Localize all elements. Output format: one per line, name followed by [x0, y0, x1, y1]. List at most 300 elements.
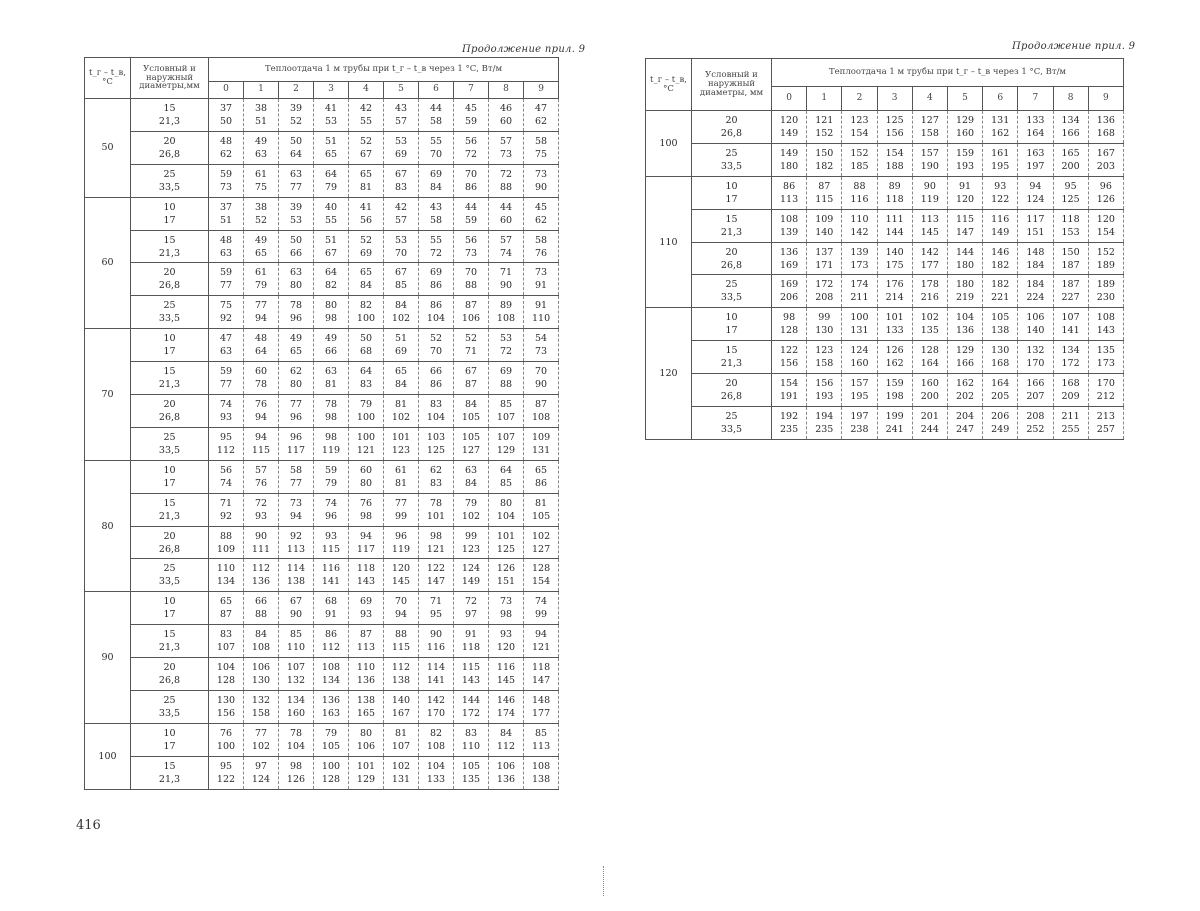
heat-transfer-value-cell	[983, 209, 1018, 242]
heat-transfer-value: 95	[1064, 180, 1077, 192]
heat-transfer-value-cell	[772, 407, 807, 440]
heat-transfer-value-cell	[772, 209, 807, 242]
heat-transfer-value-cell	[983, 275, 1018, 308]
heat-transfer-value: 84	[359, 280, 373, 292]
unit-digit-header: 0	[209, 82, 244, 99]
heat-transfer-value: 91	[535, 300, 548, 312]
heat-transfer-value: 221	[991, 292, 1010, 304]
heat-transfer-value-cell	[279, 592, 314, 625]
heat-transfer-value: 152	[815, 127, 834, 139]
diameter-cell	[131, 395, 209, 428]
heat-transfer-value: 129	[356, 773, 376, 785]
heat-transfer-value: 52	[254, 214, 268, 226]
heat-transfer-value: 78	[254, 379, 268, 391]
heat-transfer-value-cell	[842, 275, 877, 308]
heat-transfer-value-cell	[1088, 143, 1123, 176]
table-row	[85, 658, 559, 691]
heat-transfer-value: 163	[1026, 147, 1045, 159]
diameter-cell	[131, 362, 209, 395]
heat-transfer-value-cell	[384, 526, 419, 559]
heat-transfer-value: 50	[359, 333, 373, 345]
heat-transfer-value-cell	[772, 308, 807, 341]
heat-transfer-value: 93	[324, 530, 338, 542]
heat-transfer-value: 145	[391, 576, 411, 588]
heat-transfer-value: 73	[219, 181, 233, 193]
heat-transfer-value: 73	[464, 247, 478, 259]
heat-transfer-value-cell	[877, 209, 912, 242]
heat-transfer-value: 86	[464, 181, 478, 193]
heat-transfer-value: 107	[286, 662, 306, 674]
heat-transfer-value: 109	[532, 431, 551, 443]
heat-transfer-value: 70	[464, 267, 478, 279]
heat-transfer-value: 105	[461, 431, 481, 443]
heat-transfer-value: 146	[991, 246, 1010, 258]
heat-transfer-value: 87	[359, 629, 373, 641]
outer-diameter: 33,5	[158, 576, 181, 588]
outer-diameter: 21,3	[158, 247, 181, 259]
heat-transfer-value: 44	[499, 201, 513, 213]
heat-transfer-value: 157	[850, 378, 869, 390]
heat-transfer-value-cell	[279, 493, 314, 526]
heat-transfer-value-cell	[983, 407, 1018, 440]
heat-transfer-value: 241	[885, 423, 904, 435]
heat-transfer-value: 128	[321, 773, 341, 785]
heat-transfer-value-cell	[1088, 374, 1123, 407]
heat-transfer-value: 72	[429, 247, 443, 259]
heat-transfer-value: 99	[464, 530, 478, 542]
heat-transfer-value: 85	[289, 629, 303, 641]
heat-transfer-span-header: Теплоотдача 1 м трубы при t_г – t_в через 1 °С, Вт/м	[209, 58, 559, 82]
heat-transfer-value: 79	[464, 497, 478, 509]
heat-transfer-value: 58	[429, 115, 443, 127]
heat-transfer-value-cell	[842, 341, 877, 374]
heat-transfer-value-cell	[349, 395, 384, 428]
heat-transfer-value: 120	[1096, 213, 1115, 225]
heat-transfer-value-cell	[1088, 209, 1123, 242]
heat-transfer-value-cell	[419, 197, 454, 230]
nominal-diameter: 15	[725, 213, 738, 225]
heat-transfer-value: 130	[991, 345, 1010, 357]
heat-transfer-value-cell	[244, 99, 279, 132]
heat-transfer-value: 65	[535, 464, 548, 476]
heat-transfer-value: 201	[920, 410, 939, 422]
heat-transfer-value: 102	[461, 510, 481, 522]
heat-transfer-value: 187	[1061, 279, 1080, 291]
heat-transfer-value-cell	[349, 658, 384, 691]
heat-transfer-value: 162	[955, 378, 975, 390]
heat-transfer-value-cell	[314, 723, 349, 756]
heat-transfer-value: 94	[394, 609, 408, 621]
heat-transfer-value: 98	[783, 312, 796, 324]
heat-transfer-value: 74	[535, 596, 548, 608]
heat-transfer-value: 235	[780, 423, 799, 435]
table-row	[85, 526, 559, 559]
heat-transfer-value: 80	[289, 280, 303, 292]
heat-transfer-value-cell	[842, 374, 877, 407]
heat-transfer-value-cell	[454, 427, 489, 460]
heat-transfer-value: 41	[359, 201, 373, 213]
heat-transfer-value-cell	[807, 111, 842, 144]
heat-transfer-value-cell	[772, 374, 807, 407]
heat-transfer-value: 78	[289, 300, 303, 312]
heat-transfer-value: 195	[850, 391, 869, 403]
heat-transfer-value: 51	[219, 214, 233, 226]
heat-transfer-value-cell	[454, 164, 489, 197]
nominal-diameter: 25	[163, 431, 176, 443]
heat-transfer-value: 213	[1096, 410, 1115, 422]
heat-transfer-value: 112	[321, 642, 341, 654]
heat-transfer-value: 104	[496, 510, 516, 522]
heat-transfer-value: 93	[499, 629, 513, 641]
diameter-cell	[131, 131, 209, 164]
heat-transfer-value: 119	[391, 543, 411, 555]
heat-transfer-value: 188	[885, 160, 904, 172]
outer-diameter: 17	[725, 325, 738, 337]
heat-transfer-value-cell	[947, 143, 982, 176]
heat-transfer-value: 121	[356, 444, 376, 456]
heat-transfer-value-cell	[314, 427, 349, 460]
heat-transfer-value: 82	[359, 300, 373, 312]
heat-transfer-value: 119	[920, 193, 939, 205]
heat-transfer-value: 71	[464, 346, 478, 358]
heat-transfer-value: 175	[885, 259, 904, 271]
heat-transfer-value-cell	[384, 197, 419, 230]
table-row	[85, 723, 559, 756]
heat-transfer-value-cell	[419, 362, 454, 395]
heat-transfer-value-cell	[349, 230, 384, 263]
heat-transfer-value-cell	[244, 362, 279, 395]
heat-transfer-value: 128	[532, 563, 551, 575]
heat-transfer-value-cell	[349, 592, 384, 625]
heat-transfer-value: 100	[356, 313, 376, 325]
heat-transfer-value-cell	[349, 164, 384, 197]
heat-transfer-value: 108	[1096, 312, 1115, 324]
heat-transfer-value: 92	[289, 530, 303, 542]
heat-transfer-value: 88	[394, 629, 408, 641]
table-row	[85, 329, 559, 362]
heat-transfer-value: 70	[464, 168, 478, 180]
heat-transfer-value: 55	[359, 115, 373, 127]
heat-transfer-value: 63	[254, 148, 268, 160]
heat-transfer-value-cell	[912, 176, 947, 209]
heat-transfer-value: 74	[499, 247, 513, 259]
heat-transfer-value: 47	[219, 333, 233, 345]
heat-transfer-value: 102	[532, 530, 551, 542]
heat-transfer-value-cell	[877, 111, 912, 144]
diameter-cell	[692, 374, 772, 407]
heat-transfer-value-cell	[1018, 341, 1053, 374]
nominal-diameter: 20	[163, 135, 176, 147]
heat-transfer-value: 115	[321, 543, 341, 555]
heat-transfer-value: 68	[324, 596, 338, 608]
heat-transfer-value-cell	[419, 329, 454, 362]
heat-transfer-value: 100	[216, 740, 236, 752]
heat-transfer-value: 87	[464, 379, 478, 391]
heat-transfer-value-cell	[947, 242, 982, 275]
heat-transfer-value: 59	[464, 115, 478, 127]
heat-transfer-value: 78	[429, 497, 443, 509]
heat-transfer-value: 59	[219, 267, 233, 279]
heat-transfer-value: 148	[532, 694, 551, 706]
heat-transfer-value: 114	[286, 563, 306, 575]
diameter-cell	[131, 460, 209, 493]
temperature-difference-cell: 50	[85, 99, 131, 198]
heat-transfer-value: 133	[1026, 114, 1045, 126]
outer-diameter: 17	[163, 214, 176, 226]
heat-transfer-value: 156	[216, 707, 236, 719]
heat-transfer-value: 134	[1061, 345, 1080, 357]
unit-digit-header: 0	[772, 87, 807, 111]
heat-transfer-value: 77	[289, 477, 303, 489]
heat-transfer-value: 134	[1061, 114, 1080, 126]
heat-transfer-value: 113	[356, 642, 376, 654]
heat-transfer-value: 86	[324, 629, 338, 641]
heat-transfer-value: 151	[1026, 226, 1045, 238]
heat-transfer-value-cell	[524, 230, 559, 263]
heat-transfer-value: 83	[394, 181, 408, 193]
heat-transfer-value-cell	[1018, 374, 1053, 407]
heat-transfer-value: 247	[955, 423, 975, 435]
heat-transfer-value: 136	[780, 246, 799, 258]
heat-transfer-value: 41	[324, 102, 338, 114]
diameter-cell	[131, 723, 209, 756]
heat-transfer-value-cell	[772, 111, 807, 144]
heat-transfer-value: 255	[1061, 423, 1080, 435]
heat-transfer-value-cell	[384, 263, 419, 296]
heat-transfer-value: 150	[1061, 246, 1080, 258]
heat-transfer-value: 86	[429, 379, 443, 391]
diameter-cell	[131, 493, 209, 526]
diameter-cell	[131, 526, 209, 559]
heat-transfer-value: 137	[815, 246, 834, 258]
heat-transfer-value: 88	[219, 530, 233, 542]
heat-transfer-value-cell	[454, 559, 489, 592]
temperature-difference-cell: 70	[85, 329, 131, 461]
heat-transfer-value: 161	[991, 147, 1010, 159]
heat-transfer-value: 75	[219, 300, 233, 312]
heat-transfer-value-cell	[772, 242, 807, 275]
heat-transfer-value: 126	[885, 345, 904, 357]
heat-transfer-value-cell	[454, 691, 489, 724]
heat-transfer-value: 52	[289, 115, 303, 127]
heat-transfer-value: 167	[391, 707, 411, 719]
heat-transfer-value-cell	[454, 460, 489, 493]
heat-transfer-value: 89	[499, 300, 513, 312]
heat-transfer-value: 80	[289, 379, 303, 391]
heat-transfer-value: 93	[359, 609, 373, 621]
heat-transfer-value-cell	[524, 197, 559, 230]
heat-transfer-value: 96	[1099, 180, 1112, 192]
heat-transfer-value: 153	[1061, 226, 1080, 238]
heat-transfer-value: 98	[324, 431, 338, 443]
unit-digit-header: 9	[1088, 87, 1123, 111]
heat-transfer-value-cell	[349, 526, 384, 559]
heat-transfer-value-cell	[349, 625, 384, 658]
heat-transfer-value: 39	[289, 201, 303, 213]
heat-transfer-value: 96	[394, 530, 408, 542]
heat-transfer-value: 121	[815, 114, 834, 126]
heat-transfer-value: 104	[426, 760, 446, 772]
heat-transfer-value: 70	[394, 247, 408, 259]
heat-transfer-value: 89	[888, 180, 901, 192]
diameter-cell	[692, 143, 772, 176]
heat-transfer-value: 58	[535, 135, 548, 147]
heat-transfer-value-cell	[314, 559, 349, 592]
heat-transfer-value-cell	[524, 756, 559, 789]
heat-transfer-value-cell	[489, 756, 524, 789]
heat-transfer-value: 224	[1026, 292, 1045, 304]
nominal-diameter: 10	[163, 201, 176, 213]
heat-transfer-value: 162	[991, 127, 1010, 139]
heat-transfer-value-cell	[1088, 407, 1123, 440]
nominal-diameter: 10	[725, 312, 738, 324]
nominal-diameter: 15	[163, 629, 176, 641]
temperature-difference-header: t_г – t_в,°С	[85, 58, 131, 99]
heat-transfer-value-cell	[279, 395, 314, 428]
heat-transfer-value: 166	[1026, 378, 1045, 390]
heat-transfer-value: 81	[324, 379, 338, 391]
heat-transfer-value: 105	[991, 312, 1010, 324]
heat-transfer-value: 48	[254, 333, 268, 345]
heat-transfer-value: 93	[254, 510, 268, 522]
heat-transfer-value: 75	[535, 148, 548, 160]
heat-transfer-value: 127	[920, 114, 939, 126]
heat-transfer-value-cell	[489, 658, 524, 691]
heat-transfer-value-cell	[419, 230, 454, 263]
heat-transfer-value: 80	[324, 300, 338, 312]
heat-transfer-value-cell	[244, 592, 279, 625]
heat-transfer-value-cell	[524, 625, 559, 658]
heat-transfer-value: 84	[499, 727, 513, 739]
heat-transfer-value: 109	[216, 543, 236, 555]
heat-transfer-value: 65	[394, 366, 408, 378]
heat-transfer-value-cell	[419, 592, 454, 625]
heat-transfer-value-cell	[524, 296, 559, 329]
heat-transfer-value-cell	[419, 691, 454, 724]
unit-digit-header: 5	[384, 82, 419, 99]
temperature-difference-cell: 80	[85, 460, 131, 592]
diameter-cell	[131, 296, 209, 329]
heat-transfer-value-cell	[454, 131, 489, 164]
nominal-diameter: 20	[163, 267, 176, 279]
table-row	[85, 427, 559, 460]
heat-transfer-value: 154	[532, 576, 551, 588]
unit-digit-header: 7	[454, 82, 489, 99]
heat-transfer-value: 125	[1061, 193, 1080, 205]
heat-transfer-value: 70	[535, 366, 548, 378]
heat-transfer-value: 106	[356, 740, 376, 752]
heat-transfer-value-cell	[524, 329, 559, 362]
table-row	[646, 209, 1124, 242]
heat-transfer-value: 79	[254, 280, 268, 292]
heat-transfer-value-cell	[314, 460, 349, 493]
heat-transfer-value: 125	[885, 114, 904, 126]
heat-transfer-value-cell	[1053, 209, 1088, 242]
heat-transfer-value-cell	[524, 691, 559, 724]
heat-transfer-value-cell	[209, 395, 244, 428]
heat-transfer-value: 131	[391, 773, 411, 785]
heat-transfer-value: 63	[289, 168, 303, 180]
diameter-cell	[692, 275, 772, 308]
heat-transfer-value: 182	[991, 279, 1010, 291]
nominal-diameter: 25	[163, 694, 176, 706]
heat-transfer-value: 113	[920, 213, 939, 225]
heat-transfer-value-cell	[524, 131, 559, 164]
heat-transfer-value: 162	[885, 358, 904, 370]
heat-transfer-value: 85	[394, 280, 408, 292]
heat-transfer-value-cell	[279, 526, 314, 559]
unit-digit-header: 5	[947, 87, 982, 111]
heat-transfer-value: 49	[254, 234, 268, 246]
heat-transfer-value-cell	[983, 341, 1018, 374]
heat-transfer-value: 115	[391, 642, 411, 654]
heat-transfer-value: 37	[219, 102, 233, 114]
heat-transfer-value: 146	[496, 694, 516, 706]
heat-transfer-value-cell	[209, 625, 244, 658]
heat-transfer-value: 164	[991, 378, 1010, 390]
heat-transfer-value-cell	[349, 296, 384, 329]
heat-transfer-value: 58	[535, 234, 548, 246]
diameter-cell	[692, 407, 772, 440]
heat-transfer-value-cell	[384, 164, 419, 197]
heat-transfer-value-cell	[454, 493, 489, 526]
outer-diameter: 26,8	[158, 543, 181, 555]
heat-transfer-value: 55	[324, 214, 338, 226]
outer-diameter: 26,8	[720, 127, 743, 139]
heat-transfer-value-cell	[489, 395, 524, 428]
heat-transfer-value: 142	[426, 694, 446, 706]
heat-transfer-value-cell	[209, 197, 244, 230]
heat-transfer-value-cell	[877, 242, 912, 275]
heat-transfer-value: 88	[853, 180, 866, 192]
heat-transfer-value: 118	[885, 193, 904, 205]
heat-transfer-value: 42	[394, 201, 408, 213]
heat-transfer-value: 112	[216, 444, 236, 456]
heat-transfer-value: 78	[289, 727, 303, 739]
heat-transfer-value: 96	[324, 510, 338, 522]
heat-transfer-value: 97	[254, 760, 268, 772]
heat-transfer-value: 69	[499, 366, 513, 378]
heat-transfer-value-cell	[842, 242, 877, 275]
heat-transfer-value-cell	[314, 395, 349, 428]
heat-transfer-value-cell	[524, 395, 559, 428]
heat-transfer-value: 56	[464, 234, 478, 246]
heat-transfer-value: 209	[1061, 391, 1080, 403]
heat-transfer-value: 62	[289, 366, 303, 378]
heat-transfer-value-cell	[524, 263, 559, 296]
heat-transfer-value: 193	[955, 160, 975, 172]
outer-diameter: 33,5	[158, 444, 181, 456]
outer-diameter: 21,3	[720, 226, 743, 238]
heat-transfer-value: 211	[1061, 410, 1080, 422]
table-row	[85, 559, 559, 592]
heat-transfer-value: 40	[324, 201, 338, 213]
heat-transfer-value-cell	[384, 296, 419, 329]
heat-transfer-value-cell	[279, 362, 314, 395]
heat-transfer-value: 138	[356, 694, 376, 706]
heat-transfer-value: 173	[850, 259, 869, 271]
heat-transfer-value: 101	[885, 312, 904, 324]
heat-transfer-value: 187	[1061, 259, 1080, 271]
heat-transfer-value: 73	[499, 148, 513, 160]
left-heat-transfer-table	[84, 57, 559, 790]
nominal-diameter: 20	[163, 530, 176, 542]
outer-diameter: 17	[725, 193, 738, 205]
heat-transfer-value-cell	[454, 197, 489, 230]
heat-transfer-value: 55	[429, 234, 443, 246]
heat-transfer-value: 230	[1096, 292, 1115, 304]
heat-transfer-value-cell	[807, 308, 842, 341]
